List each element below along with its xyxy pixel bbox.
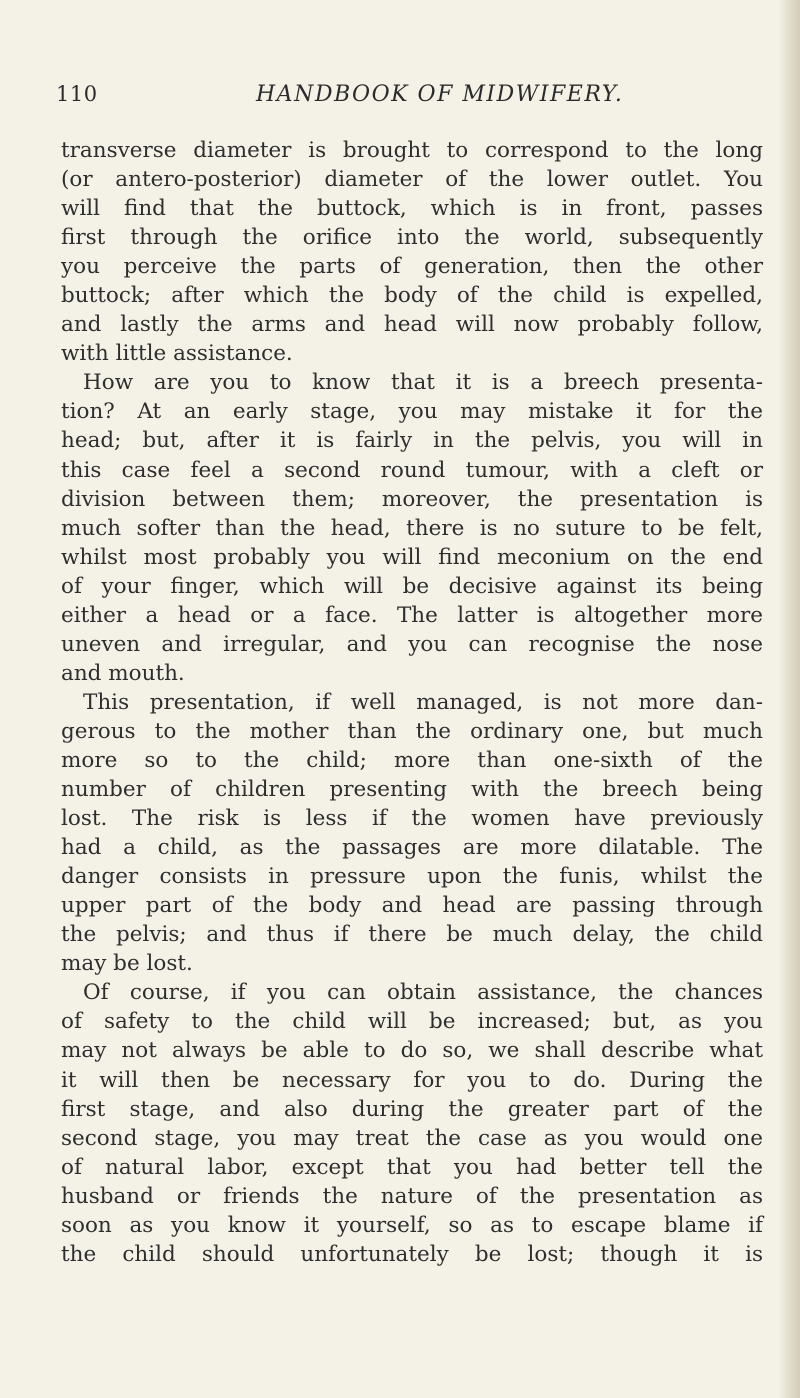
text-line: and lastly the arms and head will now probably follow, — [61, 312, 763, 338]
text-line: more so to the child; more than one-sixth of the — [61, 747, 763, 773]
text-line: division between them; moreover, the presentation is — [61, 486, 763, 512]
page-number: 110 — [56, 82, 98, 106]
text-line: you perceive the parts of generation, then the other — [61, 254, 763, 280]
text-line: gerous to the mother than the ordinary one, but much — [61, 718, 763, 744]
body-text — [61, 136, 763, 1269]
text-line: upper part of the body and head are passing through — [61, 893, 763, 919]
text-line: number of children presenting with the breech being — [61, 777, 763, 803]
running-head: HANDBOOK OF MIDWIFERY. — [256, 82, 624, 107]
text-line: danger consists in pressure upon the funis, whilst the — [61, 864, 763, 890]
text-line: soon as you know it yourself, so as to escape blame if — [61, 1212, 763, 1238]
text-line: (or antero-posterior) diameter of the lower outlet. You — [61, 167, 763, 193]
text-line: transverse diameter is brought to correspond to the long — [61, 138, 763, 163]
page-edge-shadow — [778, 0, 800, 1398]
text-line: second stage, you may treat the case as you would one — [61, 1125, 763, 1151]
text-line: first stage, and also during the greater part of the — [61, 1096, 763, 1122]
text-line: uneven and irregular, and you can recognise the nose — [61, 631, 763, 657]
text-line: the child should unfortunately be lost; though it is — [61, 1241, 763, 1267]
text-line: head; but, after it is fairly in the pelvis, you will in — [61, 428, 763, 454]
text-line: either a head or a face. The latter is altogether more — [61, 602, 763, 628]
text-line: lost. The risk is less if the women have previously — [61, 806, 763, 832]
text-line: it will then be necessary for you to do. During the — [61, 1067, 763, 1093]
text-line: whilst most probably you will find meconium on the end — [61, 544, 763, 570]
text-line: first through the orifice into the world, subsequently — [61, 225, 763, 251]
text-line: may not always be able to do so, we shall describe what — [61, 1038, 763, 1064]
text-line: This presentation, if well managed, is not more dan- — [83, 689, 763, 715]
text-line: tion? At an early stage, you may mistake it for the — [61, 399, 763, 425]
text-line: may be lost. — [61, 951, 193, 977]
text-line: How are you to know that it is a breech presenta- — [83, 370, 763, 396]
text-line: this case feel a second round tumour, with a cleft or — [61, 457, 763, 483]
page-header — [56, 82, 756, 122]
text-line: had a child, as the passages are more dilatable. The — [61, 835, 763, 861]
text-line: the pelvis; and thus if there be much delay, the child — [61, 922, 763, 948]
text-line: Of course, if you can obtain assistance, the chances — [83, 980, 763, 1006]
text-line: and mouth. — [61, 660, 185, 686]
text-line: of safety to the child will be increased; but, as you — [61, 1009, 763, 1035]
text-line: much softer than the head, there is no suture to be felt, — [61, 515, 763, 541]
text-line: of natural labor, except that you had better tell the — [61, 1154, 763, 1180]
text-line: husband or friends the nature of the presentation as — [61, 1183, 763, 1209]
text-line: of your finger, which will be decisive against its being — [61, 573, 763, 599]
text-line: with little assistance. — [61, 341, 293, 367]
text-line: buttock; after which the body of the child is expelled, — [61, 283, 763, 309]
text-line: will find that the buttock, which is in front, passes — [61, 196, 763, 222]
